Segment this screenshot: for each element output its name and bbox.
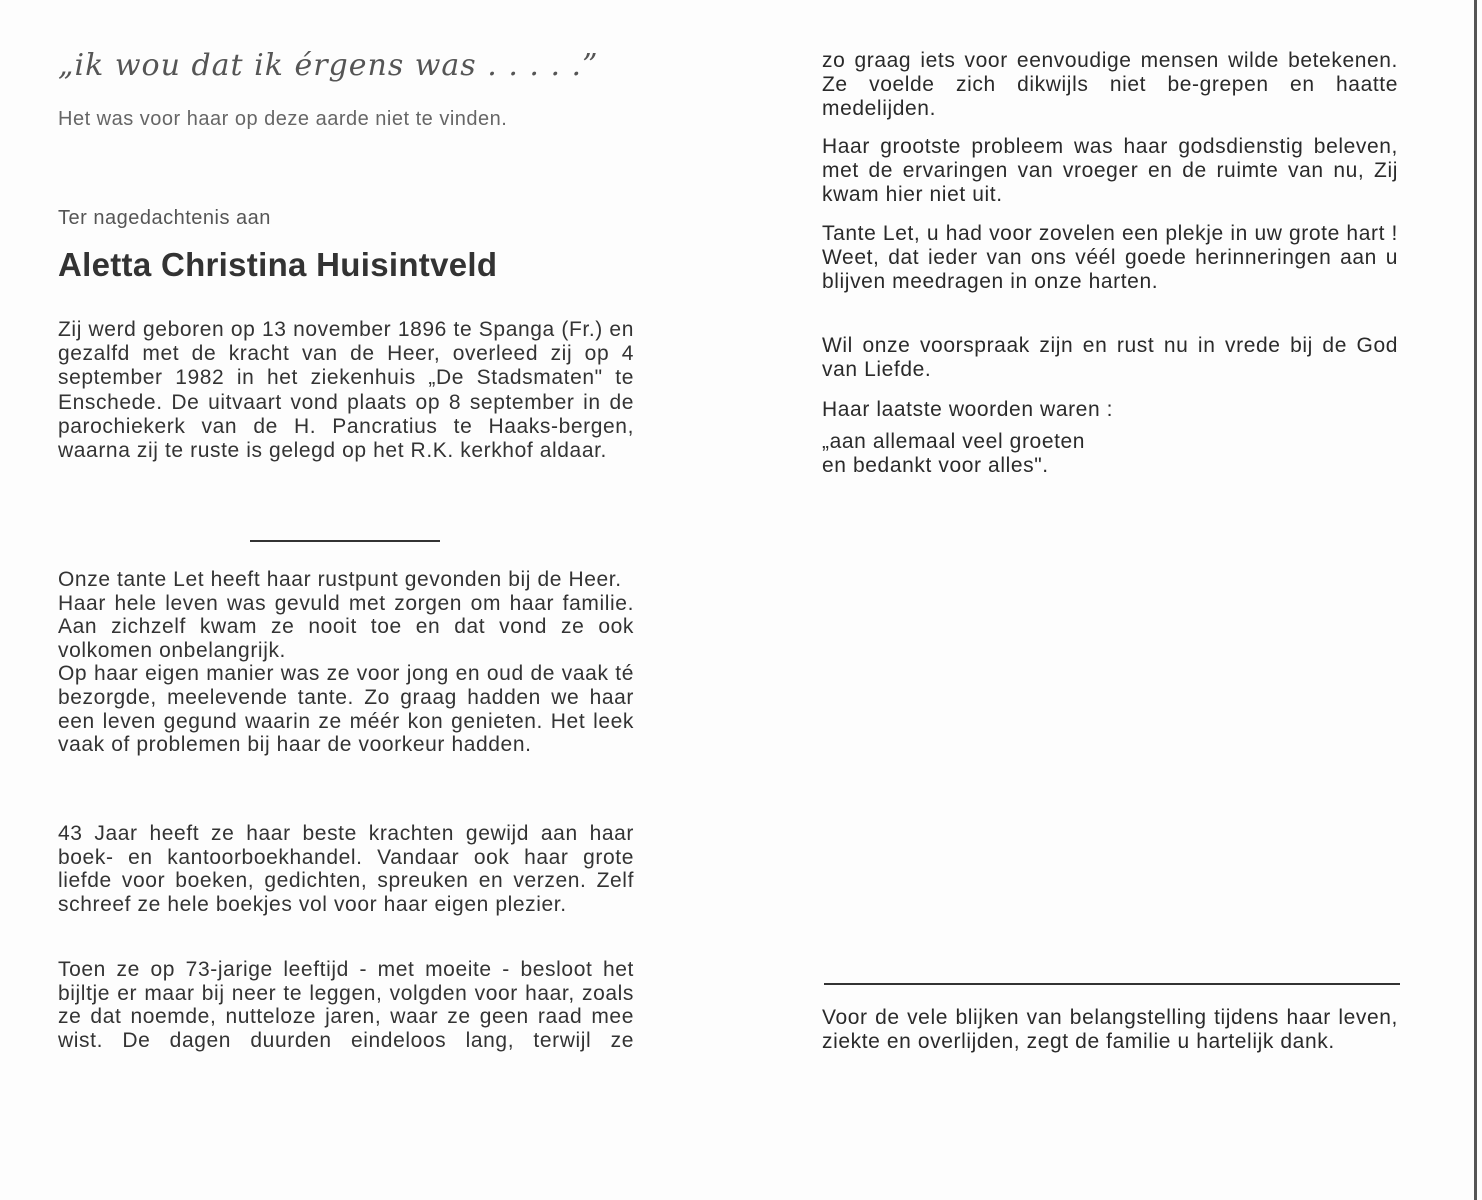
left-paragraph-3: Toen ze op 73-jarige leeftijd - met moeite - besloot het bijltje er maar bij neer te leggen, volgden voor haar, zoals ze dat noemde, nutteloze jaren, waar ze geen raad mee wist. De dagen duurden eindeloos lang, terwijl ze: [58, 958, 634, 1052]
thanks-text: Voor de vele blijken van belangstelling tijdens haar leven, ziekte en overlijden, zegt de familie u hartelijk dank.: [822, 1006, 1398, 1053]
last-words-quote: „aan allemaal veel groeten en bedankt voor alles".: [822, 430, 1086, 477]
card-edge: [1474, 0, 1477, 1200]
left-paragraph-2: 43 Jaar heeft ze haar beste krachten gewijd aan haar boek- en kantoorboekhandel. Vandaar ook haar grote liefde voor boeken, gedichten, spreuken en verzen. Zelf schreef ze hele boekjes vol voor haar eigen plezier.: [58, 822, 634, 916]
intro-text: Het was voor haar op deze aarde niet te vinden.: [58, 108, 508, 130]
right-paragraph-1: zo graag iets voor eenvoudige mensen wilde betekenen. Ze voelde zich dikwijls niet be-grepen en haatte medelijden.: [822, 49, 1398, 120]
motto-quote: „ik wou dat ik érgens was . . . . .”: [58, 48, 599, 83]
left-paragraph-1: Onze tante Let heeft haar rustpunt gevonden bij de Heer. Haar hele leven was gevuld met zorgen om haar familie. Aan zichzelf kwam ze nooit toe en dat vond ze ook volkomen onbelangrijk. Op haar eigen manier was ze voor jong en oud de vaak té bezorgde, meelevende tante. Zo graag hadden we haar een leven gegund waarin ze méér kon genieten. Het leek vaak of problemen bij haar de voorkeur hadden.: [58, 568, 634, 757]
memory-label: Ter nagedachtenis aan: [58, 207, 271, 229]
right-paragraph-4: Wil onze voorspraak zijn en rust nu in vrede bij de God van Liefde.: [822, 334, 1398, 381]
deceased-name: Aletta Christina Huisintveld: [58, 246, 498, 283]
thanks-divider: [824, 983, 1400, 985]
right-paragraph-2: Haar grootste probleem was haar godsdienstig beleven, met de ervaringen van vroeger en de ruimte van nu, Zij kwam hier niet uit.: [822, 135, 1398, 206]
right-paragraph-3: Tante Let, u had voor zovelen een plekje in uw grote hart ! Weet, dat ieder van ons véél goede herinneringen aan u blijven meedragen in onze harten.: [822, 222, 1398, 293]
biography-text: Zij werd geboren op 13 november 1896 te Spanga (Fr.) en gezalfd met de kracht van de Heer, overleed zij op 4 september 1982 in het ziekenhuis „De Stadsmaten" te Enschede. De uitvaart vond plaats op 8 september in de parochiekerk van de H. Pancratius te Haaks-bergen, waarna zij te ruste is gelegd op het R.K. kerkhof aldaar.: [58, 318, 634, 463]
last-words-label: Haar laatste woorden waren :: [822, 398, 1114, 421]
section-divider: [250, 540, 440, 542]
